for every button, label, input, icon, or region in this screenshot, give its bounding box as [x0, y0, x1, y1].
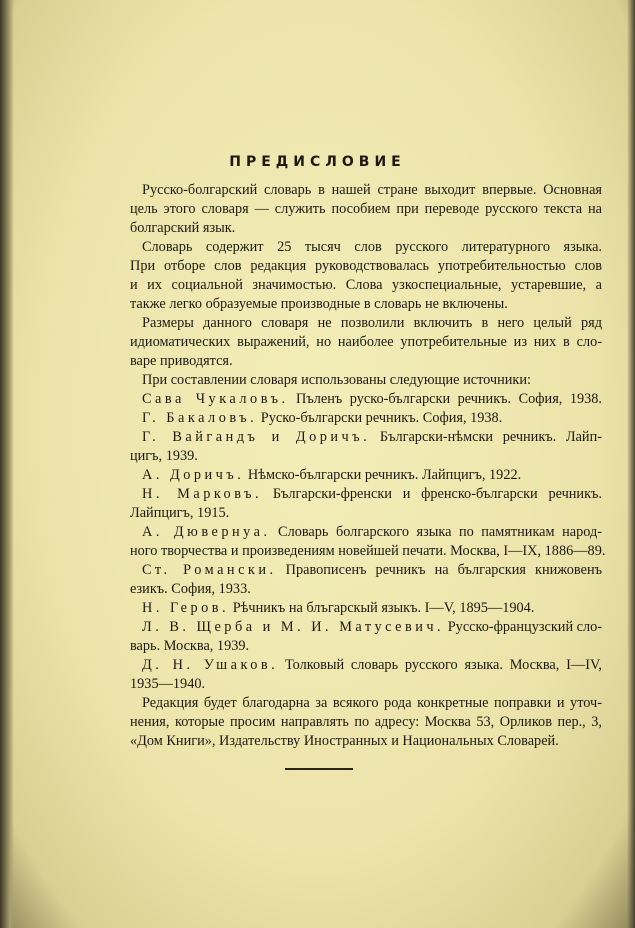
text-line: [130, 181, 602, 200]
author-name: Сава Чукаловъ.: [142, 391, 289, 407]
text-line: [130, 238, 602, 257]
source-entry-line: [130, 428, 602, 447]
line-text: Размеры данного словаря не позволили включить в него целый ряд: [142, 315, 602, 331]
source-entry-line: [130, 656, 602, 675]
line-text: идиоматических выражений, но наиболее употребительные из них в сло-: [130, 334, 602, 350]
source-entry-line: [130, 390, 602, 409]
line-text: езикъ. София, 1933.: [130, 581, 251, 597]
line-text: Русско-французский сло-: [447, 619, 603, 635]
line-text: цигъ, 1939.: [130, 448, 198, 464]
author-name: Н. Марковъ.: [142, 486, 263, 502]
line-text: варь. Москва, 1939.: [130, 638, 250, 654]
text-line: [130, 333, 602, 352]
line-text: Български-френски и френско-български речникъ.: [272, 486, 602, 502]
text-line: [130, 713, 602, 732]
preface-text: [130, 181, 606, 751]
scan-edge-left: [0, 0, 14, 928]
line-text: Лайпцигъ, 1915.: [130, 505, 230, 521]
text-line: [130, 732, 602, 751]
line-text: ного творчества и произведениям новейшей печати. Москва, I—IX, 1886—89.: [130, 543, 606, 559]
line-text: Редакция будет благодарна за всякого рода конкретные поправки и уточ-: [142, 695, 602, 711]
line-text: Русско-болгарский словарь в нашей стране выходит впервые. Основная: [142, 182, 602, 198]
text-line: [130, 675, 602, 694]
text-line: [130, 637, 602, 656]
text-line: [130, 694, 602, 713]
closing-rule: [285, 768, 353, 770]
line-text: цель этого словаря — служить пособием при переводе русского текста на: [130, 201, 602, 217]
source-entry-line: [130, 485, 602, 504]
line-text: Рѣчникъ на блъгарскый языкъ. I—V, 1895—1904.: [232, 600, 535, 616]
line-text: Правописенъ речникъ на българския книжовенъ: [285, 562, 602, 578]
author-name: Г. Вайгандъ и Доричъ.: [142, 429, 371, 445]
page-title: ПРЕДИСЛОВИЕ: [229, 154, 406, 170]
line-text: болгарский язык.: [130, 220, 236, 236]
line-text: Руско-български речникъ. София, 1938.: [260, 410, 503, 426]
author-name: А. Доричъ.: [142, 467, 245, 483]
text-line: [130, 504, 602, 523]
source-entry-line: [130, 599, 602, 618]
source-entry-line: [130, 561, 602, 580]
text-line: [130, 295, 602, 314]
line-text: Пъленъ руско-български речникъ. София, 1938.: [296, 391, 602, 407]
line-text: Словарь болгарского языка по памятникам народ-: [278, 524, 602, 540]
text-line: [130, 257, 602, 276]
line-text: 1935—1940.: [130, 676, 206, 692]
line-text: «Дом Книги», Издательству Иностранных и Национальных Словарей.: [130, 733, 559, 749]
text-line: [130, 352, 602, 371]
author-name: Н. Геров.: [142, 600, 230, 616]
text-line: [130, 200, 602, 219]
line-text: Български-нѣмски речникъ. Лайп-: [379, 429, 602, 445]
scan-edge-right: [627, 0, 635, 928]
source-entry-line: [130, 618, 602, 637]
author-name: Д. Н. Ушаков.: [142, 657, 279, 673]
line-text: и их социальной значимостью. Слова узкоспециальные, устаревшие, а: [130, 277, 602, 293]
line-text: также легко образуемые производные в словарь не включены.: [130, 296, 508, 312]
line-text: Нѣмско-български речникъ. Лайпцигъ, 1922.: [247, 467, 522, 483]
source-entry-line: [130, 409, 602, 428]
author-name: Л. В. Щерба и М. И. Матусевич.: [142, 619, 445, 635]
text-line: [130, 276, 602, 295]
text-line: [130, 580, 602, 599]
text-line: [130, 542, 606, 561]
line-text: При отборе слов редакция руководствовалась употребительностью слов: [130, 258, 602, 274]
line-text: Толковый словарь русского языка. Москва, I—IV,: [284, 657, 603, 673]
author-name: А. Дювернуа.: [142, 524, 271, 540]
text-line: [130, 219, 602, 238]
line-text: варе приводятся.: [130, 353, 233, 369]
text-line: [130, 314, 602, 333]
text-line: [130, 371, 602, 390]
source-entry-line: [130, 466, 602, 485]
line-text: Словарь содержит 25 тысяч слов русского литературного языка.: [142, 239, 602, 255]
line-text: нения, которые просим направлять по адресу: Москва 53, Орликов пер., 3,: [130, 714, 602, 730]
text-line: [130, 447, 602, 466]
source-entry-line: [130, 523, 602, 542]
line-text: При составлении словаря использованы следующие источники:: [142, 372, 531, 388]
author-name: Ст. Романски.: [142, 562, 277, 578]
author-name: Г. Бакаловъ.: [142, 410, 258, 426]
